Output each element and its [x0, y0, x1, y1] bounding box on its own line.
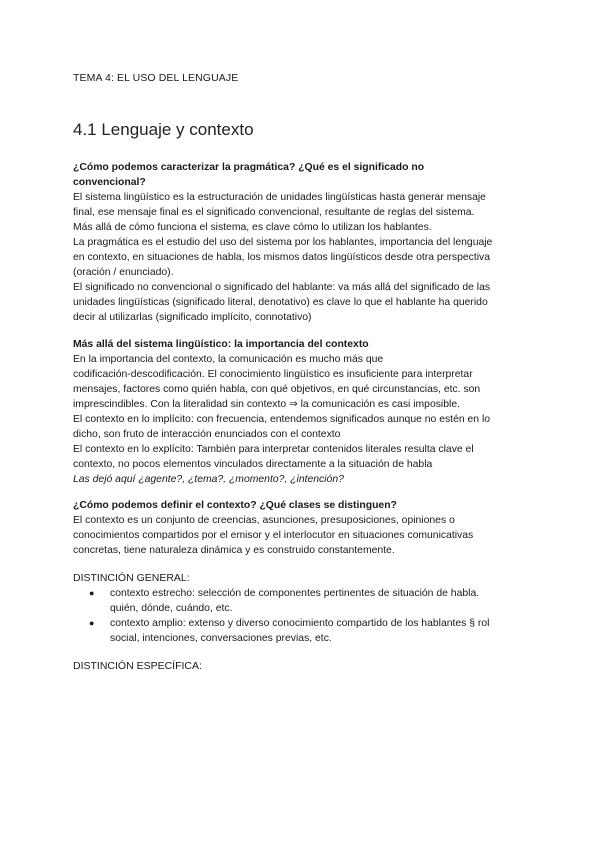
question-heading: ¿Cómo podemos caracterizar la pragmática? ¿Qué es el significado no [73, 162, 425, 173]
bullet-icon: ● [89, 588, 95, 598]
paragraph-line: dicho, son fruto de interacción enunciados con el contexto [73, 429, 341, 440]
paragraph-line: La pragmática es el estudio del uso del sistema por los hablantes, importancia del lenguaje [73, 237, 493, 248]
list-item-line: social, intenciones, conversaciones previas, etc. [110, 633, 332, 644]
paragraph-line: conocimientos compartidos por el emisor y el interlocutor en situaciones comunicativas [73, 530, 474, 541]
paragraph-line: imprescindibles. Con la literalidad sin contexto ⇒ la comunicación es casi imposible. [73, 399, 460, 410]
paragraph-line: codificación-descodificación. El conocimiento lingüístico es insuficiente para interpretar [73, 369, 473, 380]
general-distinction-label: DISTINCIÓN GENERAL: [73, 572, 190, 584]
subsection-heading: Más allá del sistema lingüístico: la importancia del contexto [73, 339, 369, 350]
paragraph-line: En la importancia del contexto, la comunicación es mucho más que [73, 354, 384, 365]
context-importance-section [73, 337, 533, 487]
list-item-line: contexto estrecho: selección de componentes pertinentes de situación de habla. [110, 588, 480, 599]
paragraph-line: mensajes, factores como quién habla, con qué objetivos, en qué circunstancias, etc. son [73, 384, 481, 395]
paragraph-line: final, ese mensaje final es el significado convencional, resultante de reglas del sistema. [73, 207, 475, 218]
paragraph-line: El sistema lingüístico es la estructuración de unidades lingüísticas hasta generar mensaje [73, 192, 486, 203]
list-item [73, 616, 533, 646]
list-item [73, 586, 533, 616]
context-definition-section [73, 498, 533, 558]
question-heading: convencional? [73, 177, 146, 188]
general-distinction-list [73, 586, 533, 646]
paragraph-line: concretas, tiene naturaleza dinámica y es construido constantemente. [73, 545, 395, 556]
pragmatics-section [73, 160, 533, 325]
section-heading: 4.1 Lenguaje y contexto [73, 120, 254, 139]
paragraph-line: contexto, no pocos elementos vinculados directamente a la situación de habla [73, 459, 433, 470]
paragraph-line: unidades lingüísticas (significado literal, denotativo) es clave lo que el hablante ha querido [73, 297, 488, 308]
question-heading: ¿Cómo podemos definir el contexto? ¿Qué clases se distinguen? [73, 500, 397, 511]
specific-distinction-label: DISTINCIÓN ESPECÍFICA: [73, 660, 202, 672]
paragraph-line: decir al utilizarlas (significado implícito, connotativo) [73, 312, 312, 323]
paragraph-line: El contexto es un conjunto de creencias, asunciones, presuposiciones, opiniones o [73, 515, 455, 526]
example-line: Las dejó aquí ¿agente?, ¿tema?, ¿momento?, ¿intención? [73, 474, 344, 485]
paragraph-line: Más allá de cómo funciona el sistema, es clave cómo lo utilizan los hablantes. [73, 222, 432, 233]
paragraph-line: El contexto en lo implícito: con frecuencia, entendemos significados aunque no estén en lo [73, 414, 491, 425]
list-item-line: quién, dónde, cuándo, etc. [110, 603, 233, 614]
bullet-icon: ● [89, 618, 95, 628]
paragraph-line: en contexto, en situaciones de habla, los mismos datos lingüísticos desde otra perspectiva [73, 252, 491, 263]
document-title: TEMA 4: EL USO DEL LENGUAJE [73, 72, 239, 84]
paragraph-line: El contexto en lo explícito: También para interpretar contenidos literales resulta clave el [73, 444, 474, 455]
paragraph-line: El significado no convencional o significado del hablante: va más allá del significado de las [73, 282, 491, 293]
paragraph-line: (oración / enunciado). [73, 267, 174, 278]
list-item-line: contexto amplio: extenso y diverso conocimiento compartido de los hablantes § rol [110, 618, 490, 629]
